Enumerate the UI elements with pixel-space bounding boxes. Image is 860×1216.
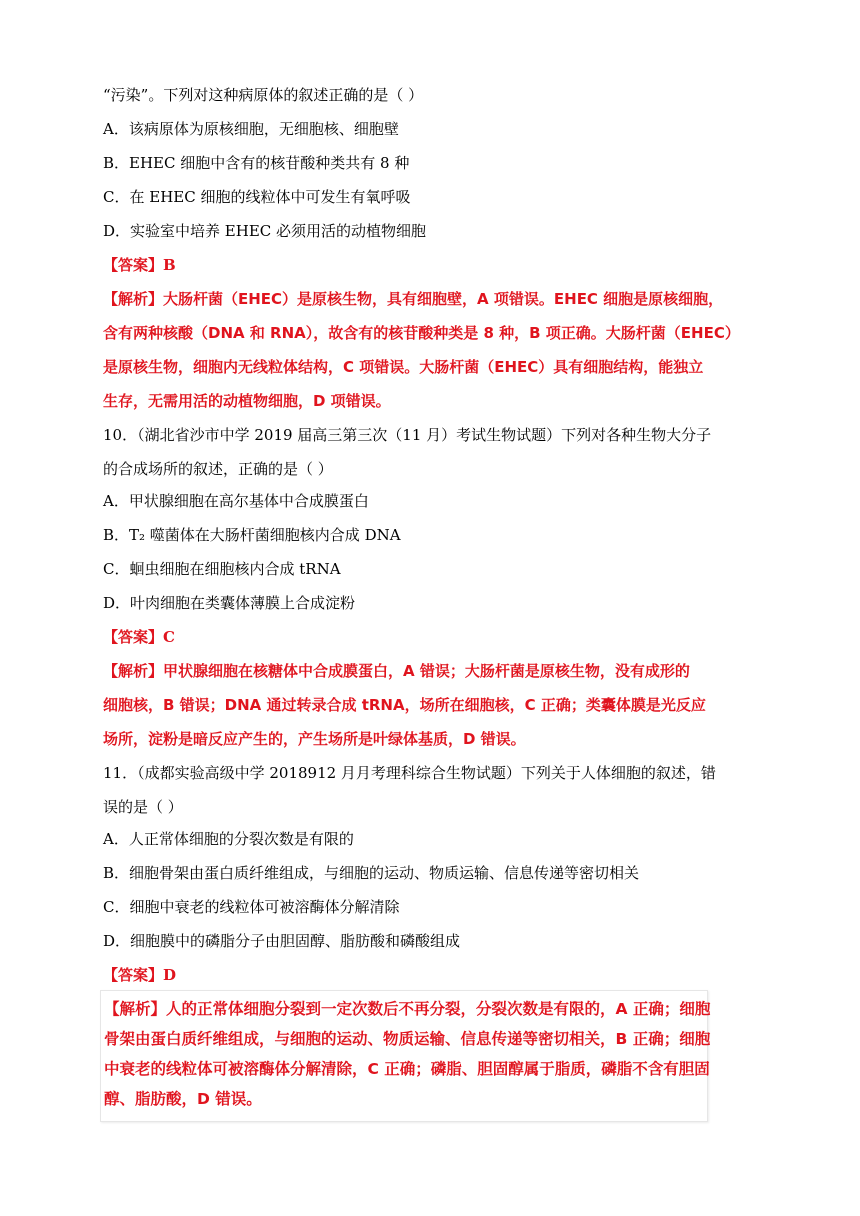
q9-analysis-line-2: 含有两种核酸（DNA 和 RNA），故含有的核苷酸种类是 8 种，B 项正确。大肠杆菌（EHEC） — [103, 324, 740, 342]
q9-answer: 【答案】B — [103, 256, 176, 274]
q11-option-d: D．细胞膜中的磷脂分子由胆固醇、脂肪酸和磷酸组成 — [103, 932, 461, 950]
q9-stem-tail: “污染”。下列对这种病原体的叙述正确的是（ ） — [103, 86, 424, 104]
q9-option-a: A．该病原体为原核细胞，无细胞核、细胞壁 — [103, 120, 399, 138]
q10-option-b: B．T₂ 噬菌体在大肠杆菌细胞核内合成 DNA — [103, 526, 401, 544]
q9-option-d: D．实验室中培养 EHEC 必须用活的动植物细胞 — [103, 222, 427, 240]
q11-answer: 【答案】D — [103, 966, 177, 984]
q11-option-c: C．细胞中衰老的线粒体可被溶酶体分解清除 — [103, 898, 400, 916]
q10-analysis-line-3: 场所，淀粉是暗反应产生的，产生场所是叶绿体基质，D 错误。 — [103, 730, 526, 748]
q11-analysis-line-2: 骨架由蛋白质纤维组成，与细胞的运动、物质运输、信息传递等密切相关，B 正确；细胞 — [104, 1030, 711, 1048]
q9-option-b: B．EHEC 细胞中含有的核苷酸种类共有 8 种 — [103, 154, 410, 172]
q10-analysis-line-1: 【解析】甲状腺细胞在核糖体中合成膜蛋白，A 错误；大肠杆菌是原核生物，没有成形的 — [103, 662, 690, 680]
q10-analysis-line-2: 细胞核，B 错误；DNA 通过转录合成 tRNA，场所在细胞核，C 正确；类囊体膜是光反应 — [103, 696, 706, 714]
q10-answer: 【答案】C — [103, 628, 175, 646]
q9-analysis-line-1: 【解析】大肠杆菌（EHEC）是原核生物，具有细胞壁，A 项错误。EHEC 细胞是原核细胞， — [103, 290, 724, 308]
q11-analysis-line-1: 【解析】人的正常体细胞分裂到一定次数后不再分裂，分裂次数是有限的，A 正确；细胞 — [104, 1000, 711, 1018]
q10-option-c: C．蛔虫细胞在细胞核内合成 tRNA — [103, 560, 341, 578]
q11-analysis-line-4: 醇、脂肪酸，D 错误。 — [104, 1090, 262, 1108]
q9-option-c: C．在 EHEC 细胞的线粒体中可发生有氧呼吸 — [103, 188, 411, 206]
q10-option-d: D．叶肉细胞在类囊体薄膜上合成淀粉 — [103, 594, 356, 612]
q11-option-b: B．细胞骨架由蛋白质纤维组成，与细胞的运动、物质运输、信息传递等密切相关 — [103, 864, 640, 882]
q10-option-a: A．甲状腺细胞在高尔基体中合成膜蛋白 — [103, 492, 369, 510]
q11-option-a: A．人正常体细胞的分裂次数是有限的 — [103, 830, 354, 848]
q11-analysis-line-3: 中衰老的线粒体可被溶酶体分解清除，C 正确；磷脂、胆固醇属于脂质，磷脂不含有胆固 — [104, 1060, 710, 1078]
q9-analysis-line-4: 生存，无需用活的动植物细胞，D 项错误。 — [103, 392, 391, 410]
q10-stem-line-1: 10．（湖北省沙市中学 2019 届高三第三次（11 月）考试生物试题）下列对各种生物大分子 — [103, 426, 712, 444]
q9-analysis-line-3: 是原核生物，细胞内无线粒体结构，C 项错误。大肠杆菌（EHEC）具有细胞结构，能独立 — [103, 358, 704, 376]
q11-stem-line-2: 误的是（ ） — [103, 798, 183, 816]
q11-analysis-image — [100, 990, 711, 1122]
q11-stem-line-1: 11．（成都实验高级中学 2018912 月月考理科综合生物试题）下列关于人体细胞的叙述，错 — [103, 764, 716, 782]
q10-stem-line-2: 的合成场所的叙述，正确的是（ ） — [103, 460, 333, 478]
